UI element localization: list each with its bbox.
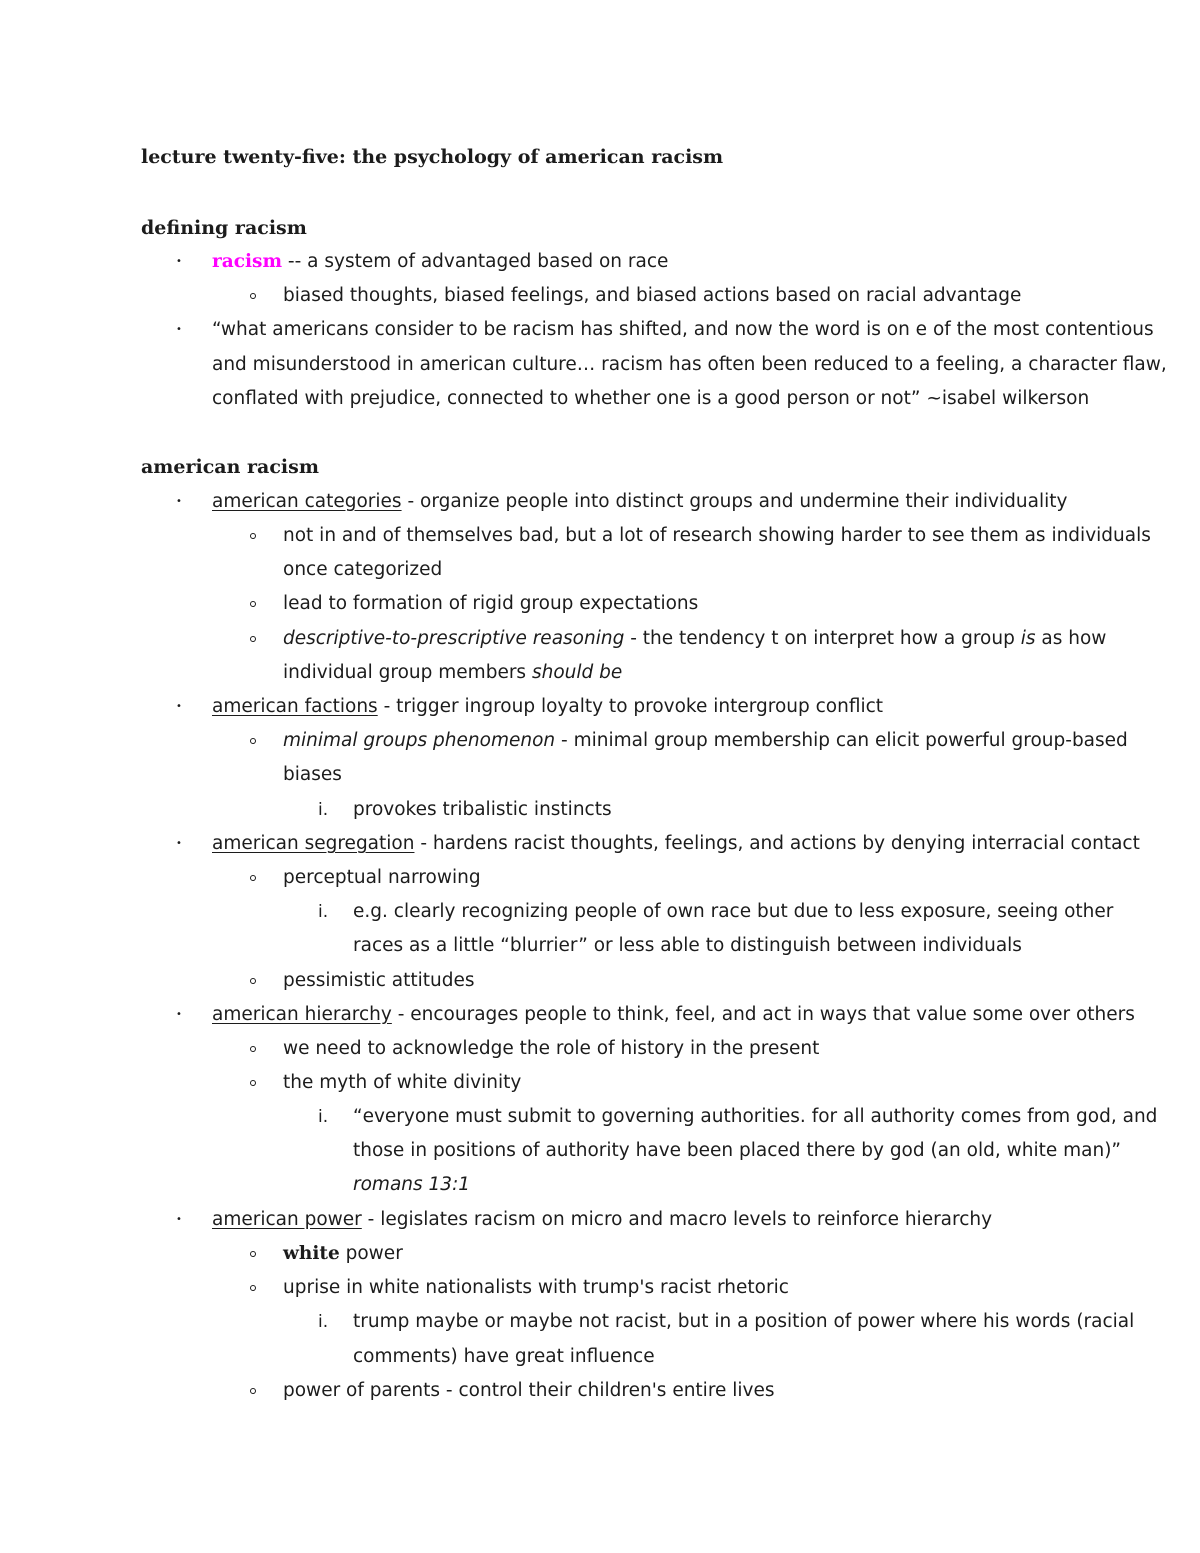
- list-item: biased thoughts, biased feelings, and biased actions based on racial advantage: [283, 285, 1022, 306]
- list-item: perceptual narrowing: [283, 867, 481, 888]
- bullet-circle: [250, 601, 256, 607]
- list-item: [212, 831, 1140, 857]
- term-american-hierarchy: american hierarchy: [212, 1004, 392, 1025]
- item-text-italic: is: [1020, 628, 1036, 649]
- bullet-dot: •: [176, 1214, 182, 1225]
- item-text: - hardens racist thoughts, feelings, and actions by denying interracial contact: [414, 833, 1140, 854]
- bullet-dot: •: [176, 701, 182, 712]
- list-item: [283, 626, 1106, 652]
- list-item: the myth of white divinity: [283, 1072, 522, 1093]
- quote-line: conflated with prejudice, connected to whether one is a good person or not” ~isabel wilkerson: [212, 388, 1090, 409]
- section-heading-american-racism: american racism: [141, 456, 319, 478]
- quote-line: and misunderstood in american culture… racism has often been reduced to a feeling, a character flaw,: [212, 354, 1167, 375]
- list-item: [283, 1241, 403, 1267]
- item-text: - the tendency t on interpret how a group: [624, 628, 1021, 649]
- quote-line: “what americans consider to be racism has shifted, and now the word is on e of the most contentious: [212, 319, 1154, 340]
- list-item: [212, 694, 883, 720]
- item-text: - trigger ingroup loyalty to provoke intergroup conflict: [377, 696, 884, 717]
- list-item: lead to formation of rigid group expectations: [283, 593, 699, 614]
- quote-line: those in positions of authority have been placed there by god (an old, white man)”: [353, 1140, 1122, 1161]
- list-item: pessimistic attitudes: [283, 970, 475, 991]
- term-italic: minimal groups phenomenon: [283, 730, 556, 751]
- list-item: provokes tribalistic instincts: [353, 799, 612, 820]
- item-text-italic: should be: [531, 662, 623, 683]
- page-title: lecture twenty-five: the psychology of american racism: [141, 146, 724, 168]
- term-american-factions: american factions: [212, 696, 378, 717]
- roman-marker: i.: [318, 1107, 329, 1127]
- bullet-circle: [250, 1388, 256, 1394]
- list-item: we need to acknowledge the role of history in the present: [283, 1038, 820, 1059]
- term-italic: descriptive-to-prescriptive reasoning: [283, 628, 625, 649]
- highlight-term: racism: [212, 251, 283, 272]
- list-item: [212, 249, 668, 275]
- item-text-bold: white: [283, 1243, 340, 1264]
- list-item: [212, 1002, 1135, 1028]
- item-text: -- a system of advantaged based on race: [282, 251, 669, 272]
- list-item-continuation: races as a little “blurrier” or less able to distinguish between individuals: [353, 935, 1022, 956]
- quote-line: “everyone must submit to governing authorities. for all authority comes from god, and: [353, 1106, 1158, 1127]
- term-american-categories: american categories: [212, 491, 402, 512]
- item-text: power: [339, 1243, 403, 1264]
- item-text: as how: [1035, 628, 1107, 649]
- bullet-circle: [250, 738, 256, 744]
- bullet-circle: [250, 636, 256, 642]
- list-item: not in and of themselves bad, but a lot of research showing harder to see them as individuals: [283, 525, 1151, 546]
- bullet-circle: [250, 1251, 256, 1257]
- bullet-circle: [250, 533, 256, 539]
- item-text: - encourages people to think, feel, and act in ways that value some over others: [391, 1004, 1135, 1025]
- list-item: power of parents - control their children's entire lives: [283, 1380, 775, 1401]
- list-item: [212, 1207, 992, 1233]
- list-item: e.g. clearly recognizing people of own race but due to less exposure, seeing other: [353, 901, 1114, 922]
- list-item-continuation: comments) have great influence: [353, 1346, 655, 1367]
- bullet-dot: •: [176, 256, 182, 267]
- bullet-dot: •: [176, 1009, 182, 1020]
- item-text: - minimal group membership can elicit powerful group-based: [555, 730, 1128, 751]
- bullet-dot: •: [176, 496, 182, 507]
- term-american-power: american power: [212, 1209, 362, 1230]
- list-item: uprise in white nationalists with trump's racist rhetoric: [283, 1277, 789, 1298]
- list-item-continuation: biases: [283, 764, 342, 785]
- list-item-continuation: [283, 660, 622, 686]
- list-item: trump maybe or maybe not racist, but in a position of power where his words (racial: [353, 1311, 1135, 1332]
- list-item-continuation: once categorized: [283, 559, 443, 580]
- list-item: [283, 728, 1128, 754]
- list-item: [212, 489, 1067, 515]
- quote-citation: romans 13:1: [353, 1174, 471, 1195]
- item-text: - organize people into distinct groups and undermine their individuality: [401, 491, 1068, 512]
- bullet-circle: [250, 1046, 256, 1052]
- bullet-circle: [250, 1080, 256, 1086]
- section-heading-defining-racism: defining racism: [141, 217, 307, 239]
- item-text: individual group members: [283, 662, 532, 683]
- bullet-dot: •: [176, 838, 182, 849]
- bullet-circle: [250, 978, 256, 984]
- term-american-segregation: american segregation: [212, 833, 415, 854]
- bullet-circle: [250, 293, 256, 299]
- bullet-dot: •: [176, 324, 182, 335]
- item-text: - legislates racism on micro and macro levels to reinforce hierarchy: [361, 1209, 993, 1230]
- roman-marker: i.: [318, 902, 329, 922]
- roman-marker: i.: [318, 1312, 329, 1332]
- bullet-circle: [250, 875, 256, 881]
- bullet-circle: [250, 1285, 256, 1291]
- roman-marker: i.: [318, 800, 329, 820]
